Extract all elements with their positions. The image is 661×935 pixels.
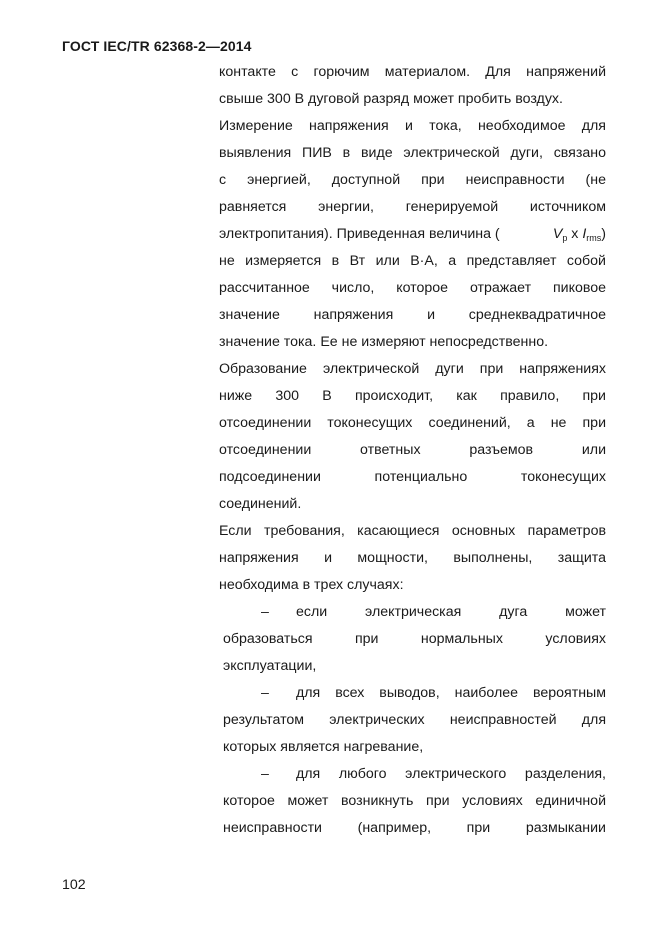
formula-operator: x xyxy=(567,226,583,242)
paragraph-1 xyxy=(219,59,606,113)
text-line: которых является нагревание, xyxy=(223,739,424,755)
list-item-text: для любого электрического разделения, xyxy=(296,766,606,782)
paragraph-2 xyxy=(219,113,606,356)
text-line: подсоединении потенциально токонесущих xyxy=(219,469,606,485)
text-line: значение напряжения и среднеквадратичное xyxy=(219,307,606,323)
list-dash: – xyxy=(261,685,269,701)
text-line: отсоединении токонесущих соединений, а не при xyxy=(219,415,606,431)
text-line: с энергией, доступной при неисправности (не xyxy=(219,172,606,188)
list-dash: – xyxy=(261,766,269,782)
list-dash: – xyxy=(261,604,269,620)
formula-text-before: электропитания). Приведенная величина ( xyxy=(219,226,500,242)
text-line: результатом электрических неисправностей для xyxy=(223,712,606,728)
list-item xyxy=(223,680,606,761)
text-line: выявления ПИВ в виде электрической дуги, связано xyxy=(219,145,606,161)
text-line: ниже 300 В происходит, как правило, при xyxy=(219,388,606,404)
text-line: напряжения и мощности, выполнены, защита xyxy=(219,550,606,566)
list-item-first-line xyxy=(223,761,606,788)
formula-close: ) xyxy=(601,226,606,242)
text-line: Измерение напряжения и тока, необходимое для xyxy=(219,118,606,134)
paragraph-3 xyxy=(219,356,606,518)
current-subscript: rms xyxy=(586,233,602,243)
text-line: образоваться при нормальных условиях xyxy=(223,631,606,647)
text-line: соединений. xyxy=(219,496,302,512)
text-line: рассчитанное число, которое отражает пиковое xyxy=(219,280,606,296)
formula-line xyxy=(219,221,606,248)
text-line: свыше 300 В дуговой разряд может пробить воздух. xyxy=(219,91,563,107)
text-line: значение тока. Ее не измеряют непосредственно. xyxy=(219,334,549,350)
text-line: Если требования, касающиеся основных параметров xyxy=(219,523,606,539)
page-number: 102 xyxy=(62,877,86,893)
document-header: ГОСТ IEC/TR 62368-2—2014 xyxy=(62,38,252,54)
list-item-first-line xyxy=(223,680,606,707)
text-line: которое может возникнуть при условиях единичной xyxy=(223,793,606,809)
dash-list xyxy=(223,599,606,842)
text-line: не измеряется в Вт или В·А, а представляет собой xyxy=(219,253,606,269)
formula-expression xyxy=(553,221,606,248)
list-item-first-line xyxy=(223,599,606,626)
voltage-symbol: V xyxy=(552,226,563,242)
body-text xyxy=(219,59,606,842)
list-item-text: если электрическая дуга может xyxy=(296,604,606,620)
text-line: равняется энергии, генерируемой источником xyxy=(219,199,606,215)
voltage-subscript: p xyxy=(562,233,568,243)
list-item-text: для всех выводов, наиболее вероятным xyxy=(296,685,606,701)
text-line: Образование электрической дуги при напряжениях xyxy=(219,361,606,377)
paragraph-4 xyxy=(219,518,606,599)
list-item xyxy=(223,761,606,842)
list-item xyxy=(223,599,606,680)
text-line: контакте с горючим материалом. Для напряжений xyxy=(219,64,606,80)
text-line: неисправности (например, при размыкании xyxy=(223,820,606,836)
text-line: необходима в трех случаях: xyxy=(219,577,404,593)
text-line: отсоединении ответных разъемов или xyxy=(219,442,606,458)
text-line: эксплуатации, xyxy=(223,658,317,674)
current-symbol: I xyxy=(582,226,587,242)
